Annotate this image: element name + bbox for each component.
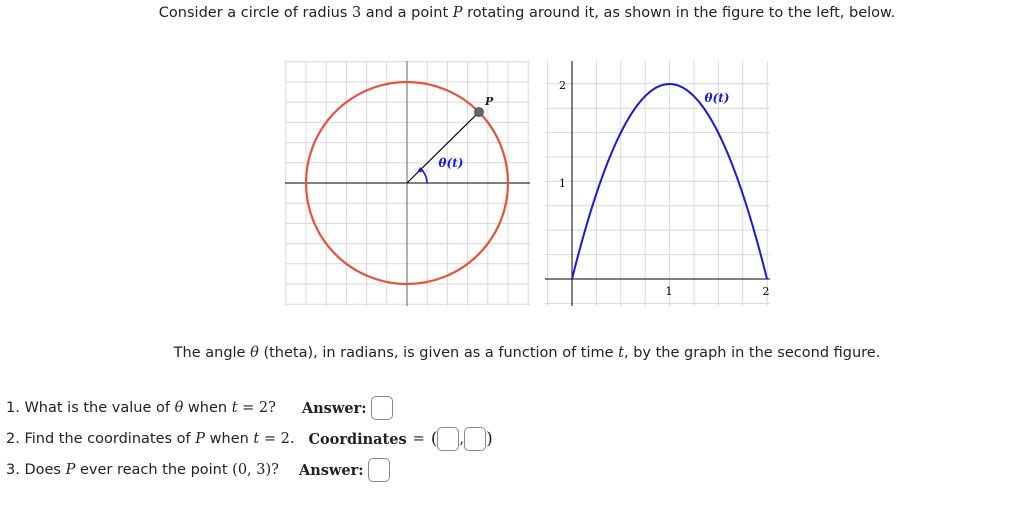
y-tick-label-1: 1 xyxy=(559,177,566,190)
open-paren: ( xyxy=(430,429,438,449)
question-number: 3. xyxy=(6,462,20,478)
question-text: when xyxy=(187,400,228,416)
coordinate-y-input[interactable] xyxy=(464,427,486,451)
graph-grid xyxy=(545,61,770,306)
intro-part: Consider a circle of radius xyxy=(158,5,348,21)
question-equation: = 2. xyxy=(263,431,295,447)
caption-part: (theta), in radians, is given as a function of time xyxy=(263,345,614,361)
caption-part: , by the graph in the second figure. xyxy=(624,345,881,361)
circle-angle-label: θ(t) xyxy=(438,156,464,170)
point-p-label: P xyxy=(485,95,494,108)
question-2 xyxy=(6,427,493,451)
coordinate-x-input[interactable] xyxy=(437,427,459,451)
question-equation: = 2? xyxy=(242,400,276,416)
question-text: Does xyxy=(24,462,61,478)
intro-text xyxy=(0,5,1024,21)
t-variable: t xyxy=(231,400,238,416)
question-1 xyxy=(6,396,393,420)
question-text: when xyxy=(209,431,249,447)
circle-figure xyxy=(285,61,530,306)
t-variable: t xyxy=(253,431,260,447)
x-tick-label-1: 1 xyxy=(665,285,673,298)
question-text: ever reach the point xyxy=(79,462,228,478)
answer-input-3[interactable] xyxy=(368,458,390,482)
p-variable: P xyxy=(65,462,76,478)
p-variable: P xyxy=(195,431,206,447)
question-text: Find the coordinates of xyxy=(24,431,191,447)
point-coordinates: (0, 3)? xyxy=(232,462,279,478)
intro-part: rotating around it, as shown in the figure to the left, below. xyxy=(467,5,896,21)
theta-graph xyxy=(545,61,770,306)
answer-label: Answer: xyxy=(301,399,367,417)
t-variable: t xyxy=(618,345,624,361)
question-number: 1. xyxy=(6,400,20,416)
theta-variable: θ xyxy=(174,400,184,416)
coordinates-label: Coordinates xyxy=(308,430,407,448)
theta-variable: θ xyxy=(250,345,259,361)
intro-part: and a point xyxy=(365,5,449,21)
question-number: 2. xyxy=(6,431,20,447)
radius-value: 3 xyxy=(351,5,362,21)
x-tick-label-2: 2 xyxy=(762,285,770,298)
point-variable: P xyxy=(452,5,463,21)
question-text: What is the value of xyxy=(24,400,170,416)
answer-label: Answer: xyxy=(298,461,364,479)
caption-part: The angle xyxy=(173,345,246,361)
answer-input-1[interactable] xyxy=(371,396,393,420)
graph-caption xyxy=(0,345,1024,361)
close-paren: ) xyxy=(486,429,493,449)
question-3 xyxy=(6,458,390,482)
equals-sign: = xyxy=(412,431,425,447)
curve-label: θ(t) xyxy=(704,91,730,105)
y-tick-label-2: 2 xyxy=(559,79,566,92)
comma: , xyxy=(459,431,465,447)
point-p-marker xyxy=(475,108,484,117)
